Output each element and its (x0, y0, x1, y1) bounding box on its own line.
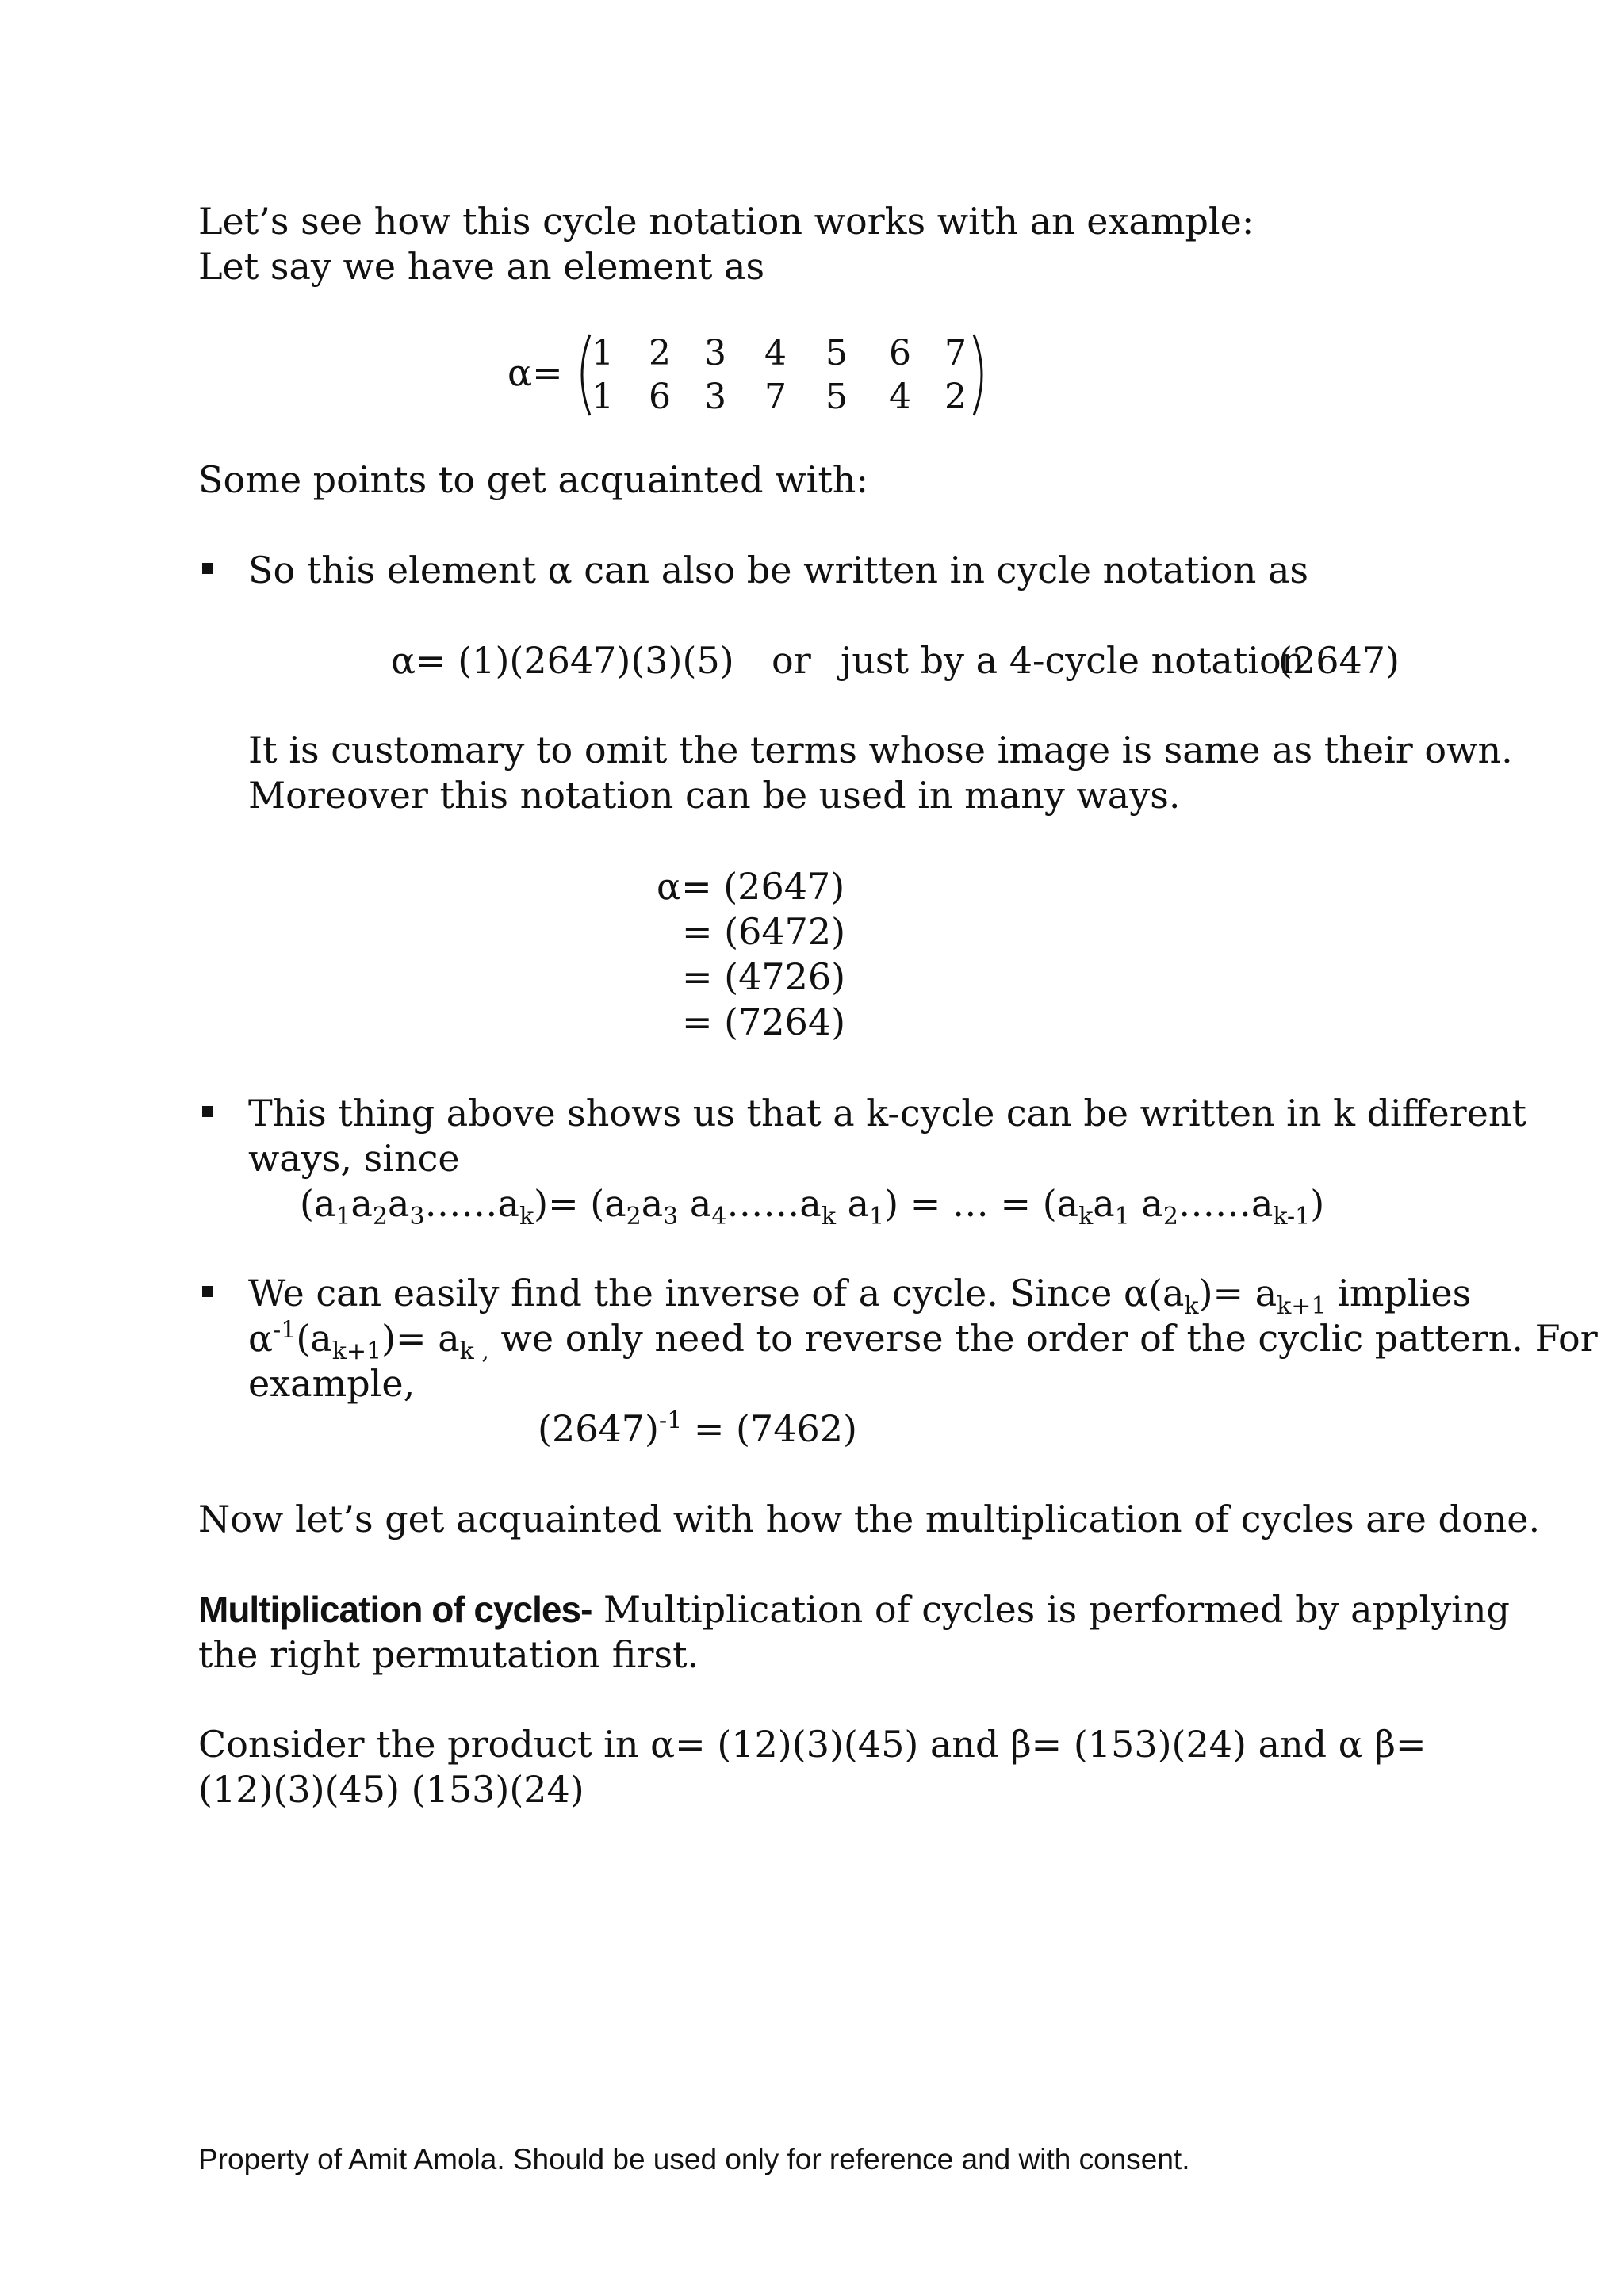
multiplication-definition: Multiplication of cycles- Multiplication of cycles is performed by applying (198, 1588, 1510, 1631)
footer-note: Property of Amit Amola. Should be used only for reference and with consent. (198, 2143, 1190, 2175)
cycle-equation-rhs: just by a 4-cycle notation (841, 639, 1305, 682)
bullet-2-line-1: This thing above shows us that a k-cycle can be written in k different (248, 1092, 1526, 1135)
matrix-cell: 7 (944, 333, 967, 373)
cycle-form: = (7264) (682, 1001, 846, 1043)
cycle-form: = (4726) (682, 955, 846, 998)
multiplication-definition-line-2: the right permutation first. (198, 1633, 699, 1676)
product-line-2: (12)(3)(45) (153)(24) (198, 1768, 584, 1811)
matrix-cell: 3 (704, 333, 726, 373)
bullet-1-note-2: Moreover this notation can be used in many ways. (248, 774, 1181, 817)
intro-line-2: Let say we have an element as (198, 245, 765, 288)
cycle-form: = (6472) (682, 910, 846, 953)
points-heading: Some points to get acquainted with: (198, 458, 868, 501)
cycle-form: α= (2647) (657, 865, 845, 908)
cycle-equation-lhs: α= (1)(2647)(3)(5) (391, 639, 734, 682)
bullet-1-text: So this element α can also be written in cycle notation as (248, 549, 1309, 591)
definition-term: Multiplication of cycles- (198, 1589, 592, 1630)
matrix-cell: 6 (649, 377, 671, 417)
matrix-cell: 5 (825, 333, 848, 373)
bullet-icon (202, 1286, 213, 1297)
multiplication-intro: Now let’s get acquainted with how the multiplication of cycles are done. (198, 1498, 1541, 1540)
k-cycle-formula: $(a_1a_2a_3\dots\dots a_k)= (a_2a_3$ $a_4\dots\dots a_k$ $a_1$) = … = ($a_ka_1$ $a_2\dots\dots a_{k-1}$) (300, 1182, 1325, 1231)
bullet-3-line-2: $\alpha^{-1}(a_{k+1})= a_{k ,}$ we only need to reverse the order of the cyclic pattern. For (248, 1316, 1598, 1366)
matrix-cell: 5 (825, 377, 848, 417)
product-line-1: Consider the product in α= (12)(3)(45) and β= (153)(24) and α β= (198, 1723, 1427, 1766)
cycle-equation-cycle: (2647) (1278, 639, 1400, 682)
bullet-3-line-3: example, (248, 1362, 416, 1405)
intro-line-1: Let’s see how this cycle notation works with an example: (198, 200, 1254, 243)
matrix-cell: 1 (592, 333, 614, 373)
matrix-cell: 1 (592, 377, 614, 417)
matrix-cell: 7 (764, 377, 787, 417)
inverse-example: $(2647)^{-1} = (7462)$ (538, 1406, 857, 1450)
matrix-cell: 3 (704, 377, 726, 417)
matrix-label: α= (508, 351, 563, 394)
matrix-cell: 6 (889, 333, 911, 373)
right-paren-icon (971, 331, 994, 419)
matrix-cell: 2 (944, 377, 967, 417)
bullet-icon (202, 1106, 213, 1117)
bullet-3-line-1: We can easily find the inverse of a cycle. Since $\alpha(a_k)= a_{k+1}$ implies (248, 1272, 1472, 1321)
bullet-2-line-2: ways, since (248, 1137, 460, 1180)
matrix-cell: 2 (649, 333, 671, 373)
matrix-cell: 4 (764, 333, 787, 373)
bullet-1-note-1: It is customary to omit the terms whose image is same as their own. (248, 729, 1513, 771)
cycle-equation-or: or (772, 639, 811, 682)
bullet-icon (202, 563, 213, 574)
matrix-cell: 4 (889, 377, 911, 417)
